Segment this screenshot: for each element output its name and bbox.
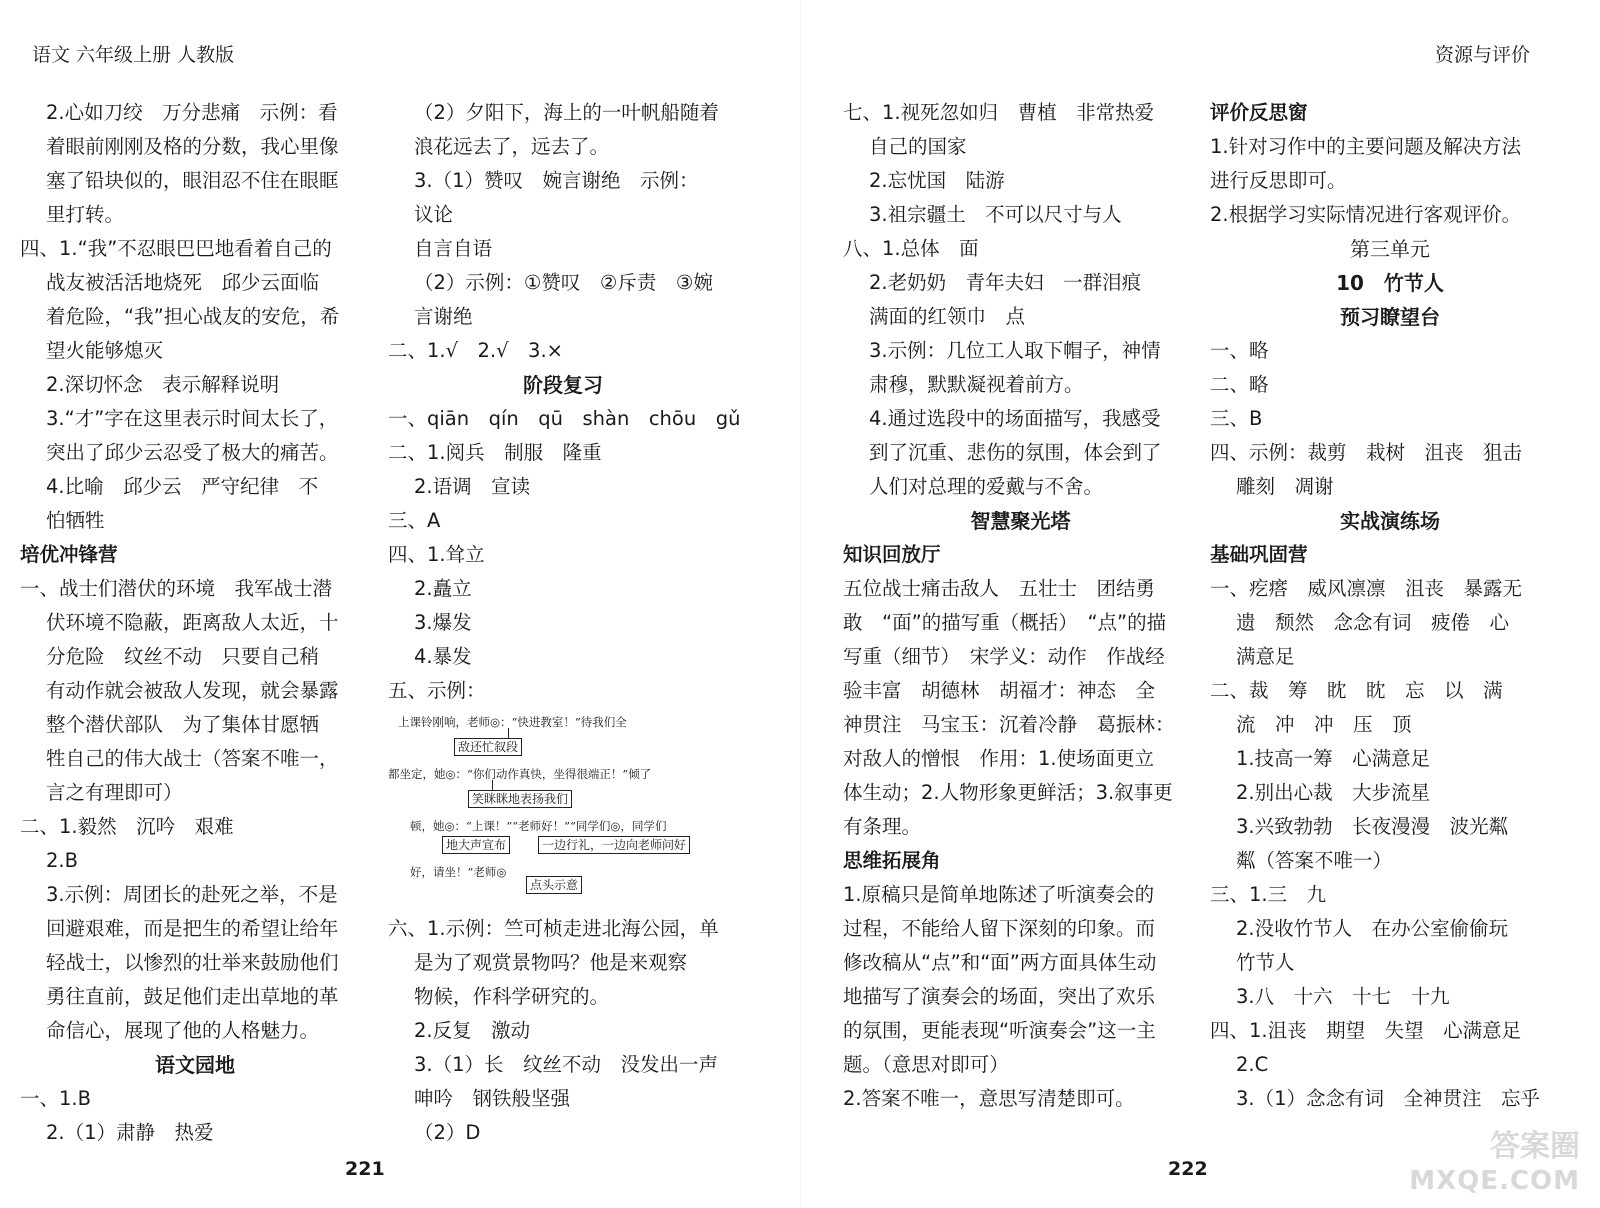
answer-line: 物候，作科学研究的。 bbox=[414, 985, 610, 1008]
column-2 bbox=[388, 96, 741, 1150]
watermark bbox=[1409, 1130, 1580, 1198]
answer-line: 验丰富 胡德林 胡福才：神态 全 bbox=[843, 679, 1156, 702]
answer-line: 四、1.“我”不忍眼巴巴地看着自己的 bbox=[20, 237, 332, 260]
answer-line: 突出了邱少云忍受了极大的痛苦。 bbox=[46, 441, 339, 464]
answer-line: 是为了观赏景物吗？他是来观察 bbox=[414, 951, 688, 974]
answer-line: 培优冲锋营 bbox=[20, 543, 118, 566]
hw-link-2 bbox=[492, 780, 493, 790]
answer-line: 2.答案不唯一，意思写清楚即可。 bbox=[843, 1087, 1135, 1110]
hw-line-1: 上课铃刚响，老师◎：“快进教室！”待我们全 bbox=[398, 715, 627, 729]
answer-line: 修改稿从“点”和“面”两方面具体生动 bbox=[843, 951, 1157, 974]
answer-line: 六、1.示例：竺可桢走进北海公园，单 bbox=[388, 917, 719, 940]
answer-line: 评价反思窗 bbox=[1210, 101, 1308, 124]
answer-line: 2.老奶奶 青年夫妇 一群泪痕 bbox=[869, 271, 1142, 294]
answer-line: （2）夕阳下，海上的一叶帆船随着 bbox=[414, 101, 719, 124]
answer-line: 对敌人的憎恨 作用：1.使场面更立 bbox=[843, 747, 1155, 770]
answer-line: 分危险 纹丝不动 只要自己稍 bbox=[46, 645, 320, 668]
answer-line: 遗 颓然 念念有词 疲倦 心 bbox=[1236, 611, 1510, 634]
answer-line: 3.示例：周团长的赴死之举，不是 bbox=[46, 883, 338, 906]
answer-line: 10 竹节人 bbox=[1336, 271, 1444, 295]
hw-box-4: 点头示意 bbox=[526, 876, 582, 894]
hw-link-1 bbox=[508, 728, 509, 738]
hw-box-3b: 一边行礼，一边向老师问好 bbox=[538, 836, 690, 854]
answer-line: 3.爆发 bbox=[414, 611, 472, 634]
column-2-bottom bbox=[388, 912, 738, 1150]
answer-line: 写重（细节） 宋学义：动作 作战经 bbox=[843, 645, 1165, 668]
header-left: 语文 六年级上册 人教版 bbox=[32, 44, 235, 66]
answer-line: 人们对总理的爱戴与不舍。 bbox=[869, 475, 1104, 498]
watermark-line-1: 答案圈 bbox=[1490, 1129, 1580, 1164]
hw-line-3: 顿，她◎：“上课！”“老师好！”“同学们◎，同学们 bbox=[410, 819, 667, 833]
answer-line: 四、示例：裁剪 栽树 沮丧 狙击 bbox=[1210, 441, 1523, 464]
column-3 bbox=[843, 96, 1198, 1116]
answer-line: 言谢绝 bbox=[414, 305, 473, 328]
hw-line-2: 都坐定，她◎：“你们动作真快，坐得很端正！”倾了 bbox=[388, 767, 652, 781]
answer-line: 2.没收竹节人 在办公室偷偷玩 bbox=[1236, 917, 1509, 940]
answer-line: 地描写了演奏会的场面，突出了欢乐 bbox=[843, 985, 1156, 1008]
answer-line: 2.深切怀念 表示解释说明 bbox=[46, 373, 280, 396]
answer-line: 四、1.耸立 bbox=[388, 543, 485, 566]
answer-line: 着危险，“我”担心战友的安危，希 bbox=[46, 305, 340, 328]
hw-box-2: 笑眯眯地表扬我们 bbox=[468, 790, 572, 808]
answer-line: 2.矗立 bbox=[414, 577, 472, 600]
answer-line: 呻吟 钢铁般坚强 bbox=[414, 1087, 571, 1110]
answer-line: 二、1.√ 2.√ 3.× bbox=[388, 339, 564, 362]
answer-line: 四、1.沮丧 期望 失望 心满意足 bbox=[1210, 1019, 1522, 1042]
answer-line: 3.（1）赞叹 婉言谢绝 示例： bbox=[414, 169, 699, 192]
answer-line: （2）D bbox=[414, 1121, 481, 1144]
answer-line: 满面的红领巾 点 bbox=[869, 305, 1026, 328]
answer-line: 2.别出心裁 大步流星 bbox=[1236, 781, 1431, 804]
hw-box-3a: 地大声宣布 bbox=[442, 836, 510, 854]
answer-line: 过程，不能给人留下深刻的印象。而 bbox=[843, 917, 1156, 940]
answer-line: 4.通过选段中的场面描写，我感受 bbox=[869, 407, 1161, 430]
answer-line: 一、战士们潜伏的环境 我军战士潜 bbox=[20, 577, 333, 600]
answer-line: 预习瞭望台 bbox=[1340, 305, 1440, 329]
answer-line: 自己的国家 bbox=[869, 135, 967, 158]
answer-line: 满意足 bbox=[1236, 645, 1295, 668]
answer-line: 牲自己的伟大战士（答案不唯一， bbox=[46, 747, 339, 770]
answer-line: 一、略 bbox=[1210, 339, 1269, 362]
answer-line: 命信心，展现了他的人格魅力。 bbox=[46, 1019, 320, 1042]
answer-line: 2.B bbox=[46, 849, 78, 872]
answer-line: 智慧聚光塔 bbox=[970, 509, 1071, 533]
answer-line: 进行反思即可。 bbox=[1210, 169, 1347, 192]
answer-line: 有动作就会被敌人发现，就会暴露 bbox=[46, 679, 339, 702]
answer-line: 4.比喻 邱少云 严守纪律 不 bbox=[46, 475, 319, 498]
answer-line: 粼（答案不唯一） bbox=[1236, 849, 1393, 872]
answer-line: 三、A bbox=[388, 509, 441, 532]
answer-line: 阶段复习 bbox=[523, 373, 603, 397]
answer-line: 里打转。 bbox=[46, 203, 125, 226]
answer-line: 实战演练场 bbox=[1340, 509, 1440, 533]
answer-line: 一、1.B bbox=[20, 1087, 91, 1110]
answer-line: 的氛围，更能表现“听演奏会”这一主 bbox=[843, 1019, 1156, 1042]
page-gutter bbox=[800, 0, 801, 1208]
answer-line: 1.针对习作中的主要问题及解决方法 bbox=[1210, 135, 1522, 158]
hw-line-4: 好，请坐！”老师◎ bbox=[410, 865, 507, 879]
column-1 bbox=[20, 96, 370, 1150]
answer-line: 五、示例： bbox=[388, 679, 486, 702]
answer-line: 伏环境不隐蔽，距离敌人太近，十 bbox=[46, 611, 339, 634]
answer-line: 知识回放厅 bbox=[843, 543, 941, 566]
answer-line: 语文园地 bbox=[155, 1053, 235, 1077]
answer-line: 3.（1）长 纹丝不动 没发出一声 bbox=[414, 1053, 719, 1076]
hw-box-1: 敌还忙叙段 bbox=[454, 738, 522, 756]
answer-line: 轻战士，以惨烈的壮举来鼓励他们 bbox=[46, 951, 339, 974]
answer-line: 雕刻 凋谢 bbox=[1236, 475, 1334, 498]
answer-line: 言之有理即可） bbox=[46, 781, 183, 804]
answer-line: 着眼前刚刚及格的分数，我心里像 bbox=[46, 135, 339, 158]
answer-line: 思维拓展角 bbox=[843, 849, 941, 872]
answer-line: 肃穆，默默凝视着前方。 bbox=[869, 373, 1084, 396]
answer-line: 第三单元 bbox=[1350, 237, 1430, 261]
answer-line: 一、疙瘩 威风凛凛 沮丧 暴露无 bbox=[1210, 577, 1523, 600]
answer-line: 塞了铅块似的，眼泪忍不住在眼眶 bbox=[46, 169, 339, 192]
answer-line: 勇往直前，鼓足他们走出草地的革 bbox=[46, 985, 339, 1008]
answer-line: 竹节人 bbox=[1236, 951, 1295, 974]
answer-line: 3.示例：几位工人取下帽子，神情 bbox=[869, 339, 1161, 362]
answer-line: 2.根据学习实际情况进行客观评价。 bbox=[1210, 203, 1522, 226]
answer-line: 望火能够熄灭 bbox=[46, 339, 164, 362]
answer-line: 一、qiān qín qū shàn chōu gǔ bbox=[388, 407, 741, 430]
answer-line: 二、裁 筹 眈 眈 忘 以 满 bbox=[1210, 679, 1503, 702]
answer-line: 战友被活活地烧死 邱少云面临 bbox=[46, 271, 320, 294]
answer-line: 有条理。 bbox=[843, 815, 922, 838]
answer-line: 1.技高一筹 心满意足 bbox=[1236, 747, 1431, 770]
answer-line: 基础巩固营 bbox=[1210, 543, 1308, 566]
answer-line: 2.（1）肃静 热爱 bbox=[46, 1121, 214, 1144]
answer-line: （2）示例：①赞叹 ②斥责 ③婉 bbox=[414, 271, 713, 294]
column-4 bbox=[1210, 96, 1570, 1116]
answer-line: 二、1.毅然 沉吟 艰难 bbox=[20, 815, 234, 838]
answer-line: 神贯注 马宝玉：沉着冷静 葛振林： bbox=[843, 713, 1175, 736]
answer-line: 2.语调 宣读 bbox=[414, 475, 531, 498]
header-right: 资源与评价 bbox=[1434, 44, 1530, 66]
watermark-line-2: MXQE.COM bbox=[1409, 1166, 1580, 1196]
answer-line: 回避艰难，而是把生的希望让给年 bbox=[46, 917, 339, 940]
answer-line: 2.C bbox=[1236, 1053, 1269, 1076]
answer-line: 题。（意思对即可） bbox=[843, 1053, 1009, 1076]
page-number-left: 221 bbox=[345, 1158, 385, 1180]
answer-line: 浪花远去了，远去了。 bbox=[414, 135, 610, 158]
answer-line: 三、B bbox=[1210, 407, 1263, 430]
page-number-right: 222 bbox=[1168, 1158, 1208, 1180]
answer-line: 到了沉重、悲伤的氛围，体会到了 bbox=[869, 441, 1162, 464]
answer-line: 2.反复 激动 bbox=[414, 1019, 531, 1042]
answer-line: 4.暴发 bbox=[414, 645, 472, 668]
answer-line: 3.（1）念念有词 全神贯注 忘乎 bbox=[1236, 1087, 1541, 1110]
answer-line: 自言自语 bbox=[414, 237, 493, 260]
answer-line: 敢 “面”的描写重（概括） “点”的描 bbox=[843, 611, 1167, 634]
answer-line: 2.心如刀绞 万分悲痛 示例：看 bbox=[46, 101, 338, 124]
answer-line: 三、1.三 九 bbox=[1210, 883, 1327, 906]
answer-line: 整个潜伏部队 为了集体甘愿牺 bbox=[46, 713, 320, 736]
answer-line: 七、1.视死忽如归 曹植 非常热爱 bbox=[843, 101, 1155, 124]
answer-line: 议论 bbox=[414, 203, 454, 226]
answer-line: 怕牺牲 bbox=[46, 509, 105, 532]
answer-line: 2.忘忧国 陆游 bbox=[869, 169, 1005, 192]
answer-line: 二、略 bbox=[1210, 373, 1269, 396]
column-2-top bbox=[388, 96, 741, 708]
answer-line: 五位战士痛击敌人 五壮士 团结勇 bbox=[843, 577, 1156, 600]
answer-line: 流 冲 冲 压 顶 bbox=[1236, 713, 1412, 736]
answer-line: 3.兴致勃勃 长夜漫漫 波光粼 bbox=[1236, 815, 1509, 838]
answer-line: 3.八 十六 十七 十九 bbox=[1236, 985, 1450, 1008]
answer-line: 3.“才”字在这里表示时间太长了， bbox=[46, 407, 339, 430]
answer-line: 1.原稿只是简单地陈述了听演奏会的 bbox=[843, 883, 1155, 906]
answer-line: 3.祖宗疆土 不可以尺寸与人 bbox=[869, 203, 1122, 226]
answer-line: 体生动；2.人物形象更鲜活；3.叙事更 bbox=[843, 781, 1173, 804]
handwritten-example bbox=[388, 708, 718, 892]
answer-line: 八、1.总体 面 bbox=[843, 237, 979, 260]
answer-line: 二、1.阅兵 制服 隆重 bbox=[388, 441, 602, 464]
